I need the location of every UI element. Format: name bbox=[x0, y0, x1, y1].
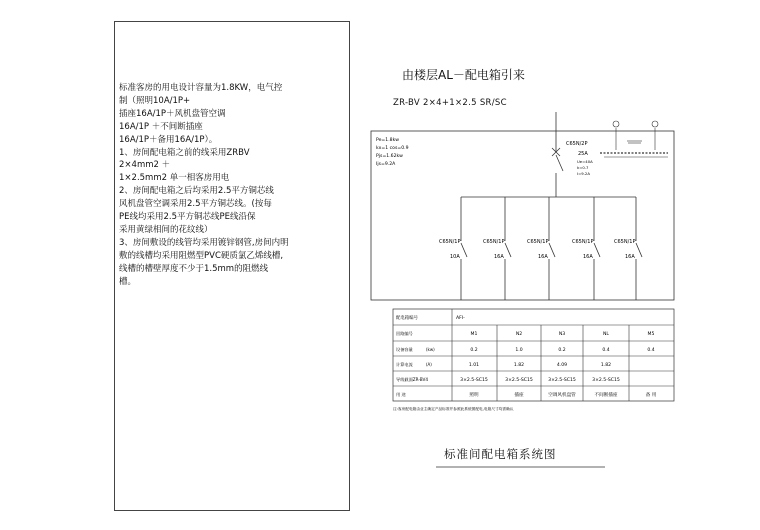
branch-circuit bbox=[572, 197, 600, 300]
main-breaker-note-line: Ue=40A bbox=[577, 159, 593, 164]
design-note-line: PE线均采用2.5平方铜芯线PE线沿保 bbox=[119, 212, 256, 222]
table-cell: 3×2.5-SC15 bbox=[592, 378, 620, 383]
design-note-line: 标准客房的用电设计容量为1.8KW，电气控 bbox=[119, 83, 283, 93]
table-row-label: 回路编号 bbox=[396, 331, 413, 336]
table-cell: N3 bbox=[558, 332, 566, 337]
branch-breaker-model: C65N/1P bbox=[439, 239, 461, 245]
table-cell: NL bbox=[603, 332, 609, 337]
table-footnote: 注:客房配电箱由业主确定产品标准并参照此系统图配电,电箱尺寸均需确认 bbox=[393, 407, 514, 411]
incoming-cable-spec: ZR-BV 2×4+1×2.5 SR/SC bbox=[393, 98, 507, 108]
table-cell: 备 用 bbox=[645, 393, 657, 398]
panel-info-line: Pjs=1.62kw bbox=[376, 154, 403, 159]
incoming-source-title: 由楼层AL－配电箱引来 bbox=[402, 68, 525, 82]
table-header-label: 配电箱编号 bbox=[396, 316, 418, 321]
branch-circuit bbox=[614, 197, 642, 300]
design-note-line: 槽。 bbox=[119, 276, 137, 287]
design-note-line: 1×2.5mm2 单一相客房用电 bbox=[119, 173, 230, 184]
design-note-line: 2、房间配电箱之后均采用2.5平方铜芯线 bbox=[119, 186, 274, 197]
table-cell: 1.82 bbox=[600, 363, 612, 368]
table-row bbox=[396, 330, 655, 337]
branch-circuit bbox=[439, 197, 467, 300]
design-note-line: 2×4mm2 ＋ bbox=[119, 160, 171, 171]
design-note-line: 插座16A/1P＋风机盘管空调 bbox=[119, 108, 226, 119]
design-note-line: 采用黄绿相间的花纹线） bbox=[119, 224, 213, 235]
main-breaker-model: C65N/2P bbox=[566, 141, 588, 147]
load-table bbox=[393, 309, 674, 411]
branch-breaker-model: C65N/1P bbox=[614, 239, 636, 245]
design-note-line: 制（照明10A/1P+ bbox=[119, 95, 191, 106]
table-cell: 3×2.5-SC15 bbox=[505, 378, 533, 383]
branch-circuit bbox=[527, 197, 555, 300]
branch-breaker-model: C65N/1P bbox=[527, 239, 549, 245]
table-row bbox=[396, 376, 620, 383]
table-cell: 1.01 bbox=[468, 363, 480, 368]
table-row bbox=[396, 346, 655, 353]
branch-breaker-rating: 16A bbox=[538, 254, 548, 260]
design-note-line: 风机盘管空调采用2.5平方铜芯线。(按每 bbox=[119, 199, 272, 210]
main-breaker-note bbox=[577, 159, 593, 176]
table-cell: 0.2 bbox=[558, 348, 566, 353]
table-row bbox=[396, 361, 611, 368]
branch-circuits bbox=[439, 197, 642, 300]
table-cell: 插座 bbox=[514, 393, 524, 398]
table-row-label: 计算电流 bbox=[396, 362, 413, 367]
table-cell: 1.0 bbox=[515, 348, 523, 353]
table-row-label: 用 途 bbox=[396, 392, 406, 397]
table-cell: 3×2.5-SC15 bbox=[460, 378, 488, 383]
main-breaker-note-line: I=9.2A bbox=[577, 171, 590, 176]
table-cell: M1 bbox=[470, 332, 478, 337]
design-note-line: 16A/1P ＋不间断插座 bbox=[119, 121, 203, 132]
table-cell: 3×2.5-SC15 bbox=[548, 378, 576, 383]
panel-info-line: Pe=1.8kw bbox=[376, 138, 400, 143]
table-row-label: 设备容量 bbox=[396, 347, 413, 352]
main-breaker-rating: 25A bbox=[578, 151, 588, 157]
table-cell: N2 bbox=[515, 332, 523, 337]
design-note-line: 线槽的槽壁厚度不少于1.5mm的阻燃线 bbox=[119, 263, 269, 274]
design-note-line: 敷的线槽均采用阻燃型PVC硬质氯乙烯线槽, bbox=[119, 250, 284, 261]
diagram-caption: 标准间配电箱系统图 bbox=[444, 447, 557, 461]
table-cell: M5 bbox=[647, 332, 655, 337]
branch-breaker-model: C65N/1P bbox=[572, 239, 594, 245]
table-row-label: 导线截面ZR-BV4 bbox=[396, 377, 428, 382]
distribution-box-outline bbox=[371, 131, 674, 300]
branch-breaker-rating: 16A bbox=[583, 254, 593, 260]
table-cell: 1.82 bbox=[513, 363, 525, 368]
table-header-value: AFI- bbox=[456, 316, 465, 321]
table-cell: 0.2 bbox=[470, 348, 478, 353]
branch-breaker-rating: 16A bbox=[625, 254, 635, 260]
panel-info-line: kx=1 cos=0.9 bbox=[376, 146, 409, 151]
branch-circuit bbox=[483, 197, 511, 300]
table-row-unit: (kw) bbox=[426, 347, 435, 352]
table-cell: 空调风机盘管 bbox=[548, 393, 576, 398]
design-notes-panel bbox=[114, 21, 350, 511]
table-cell: 照明 bbox=[469, 393, 479, 398]
table-cell: 0.4 bbox=[602, 348, 610, 353]
branch-breaker-rating: 16A bbox=[494, 254, 504, 260]
branch-breaker-rating: 10A bbox=[450, 254, 460, 260]
design-note-line: 1、房间配电箱之前的线采用ZRBV bbox=[119, 147, 250, 158]
table-cell: 4.09 bbox=[556, 363, 568, 368]
main-breaker-note-line: k=0.7 bbox=[577, 165, 589, 170]
panel-info-line: Ijs=9.2A bbox=[376, 162, 396, 167]
earth-terminal-symbols bbox=[600, 121, 668, 157]
table-cell: 0.4 bbox=[647, 348, 655, 353]
table-row-unit: (A) bbox=[426, 362, 432, 367]
table-row bbox=[396, 391, 657, 398]
panel-load-info bbox=[376, 137, 409, 167]
design-note-line: 3、房间敷设的线管均采用镀锌钢管,房间内明 bbox=[119, 237, 289, 248]
design-note-line: 16A/1P＋备用16A/1P）。 bbox=[119, 134, 218, 145]
table-cell: 不间断插座 bbox=[594, 393, 618, 398]
branch-breaker-model: C65N/1P bbox=[483, 239, 505, 245]
main-breaker-symbol bbox=[552, 148, 563, 197]
